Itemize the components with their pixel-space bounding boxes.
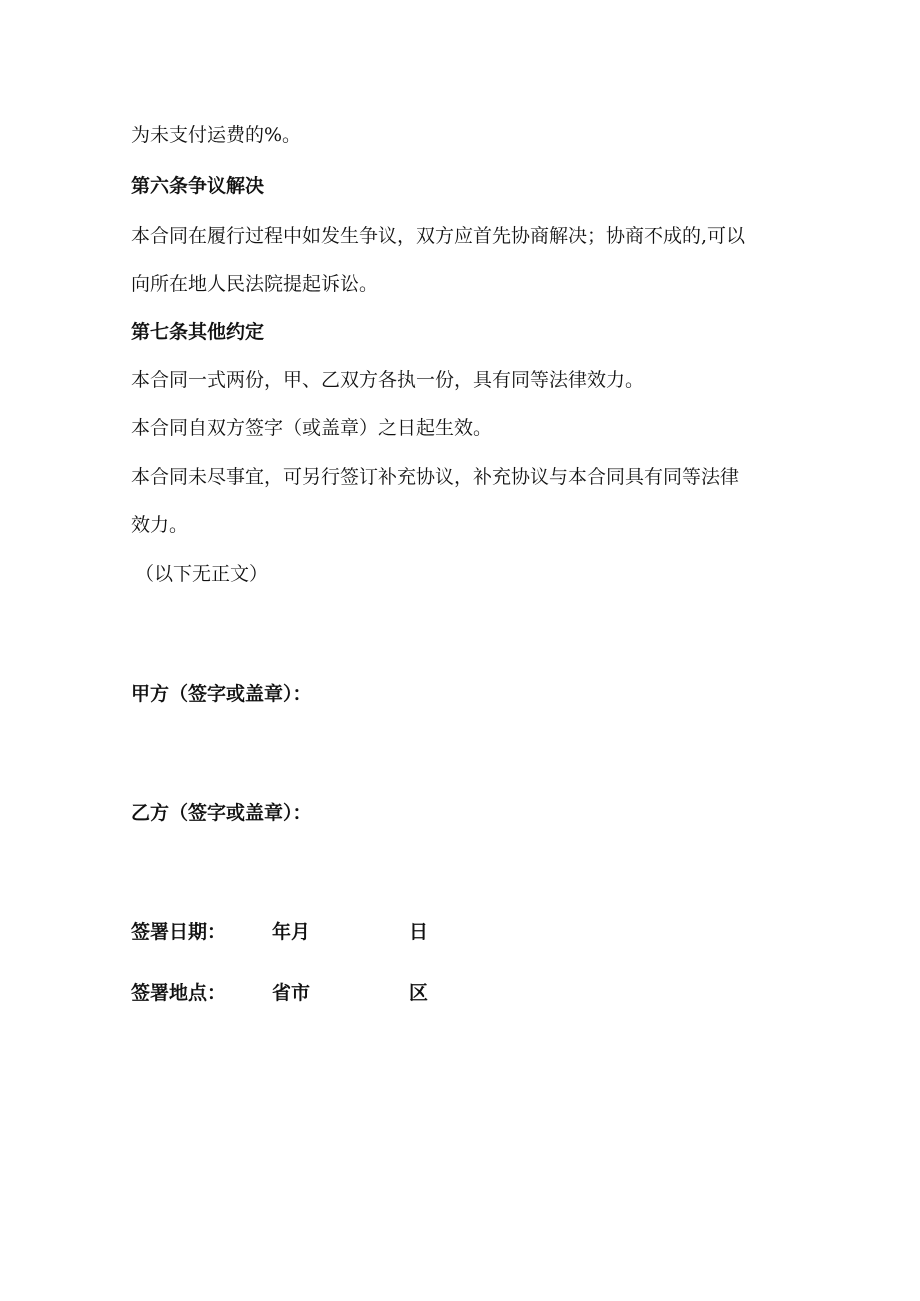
article7-clause2: 本合同自双方签字（或盖章）之日起生效。 xyxy=(131,417,493,439)
sign-place-district: 区 xyxy=(409,982,429,1004)
article6-body-line1: 本合同在履行过程中如发生争议，双方应首先协商解决；协商不成的,可以 xyxy=(131,225,746,247)
party-a-signature-label: 甲方（签字或盖章）： xyxy=(131,683,312,705)
article5-tail-text: 为未支付运费的%。 xyxy=(131,124,302,146)
article7-heading: 第七条其他约定 xyxy=(131,321,265,343)
article6-heading: 第六条争议解决 xyxy=(131,175,265,197)
sign-date-year-month: 年月 xyxy=(272,921,311,943)
party-b-signature-label: 乙方（签字或盖章）： xyxy=(131,802,312,824)
article7-clause3-line1: 本合同未尽事宜，可另行签订补充协议，补充协议与本合同具有同等法律 xyxy=(131,466,740,488)
article7-clause3-line2: 效力。 xyxy=(131,514,189,536)
end-of-text-note: （以下无正文） xyxy=(135,563,269,585)
sign-date-label: 签署日期： xyxy=(131,921,227,943)
article6-body-line2: 向所在地人民法院提起诉讼。 xyxy=(131,273,379,295)
sign-date-day: 日 xyxy=(409,921,429,943)
sign-place-province-city: 省市 xyxy=(272,982,311,1004)
article7-clause1: 本合同一式两份，甲、乙双方各执一份，具有同等法律效力。 xyxy=(131,369,645,391)
sign-place-label: 签署地点： xyxy=(131,982,227,1004)
